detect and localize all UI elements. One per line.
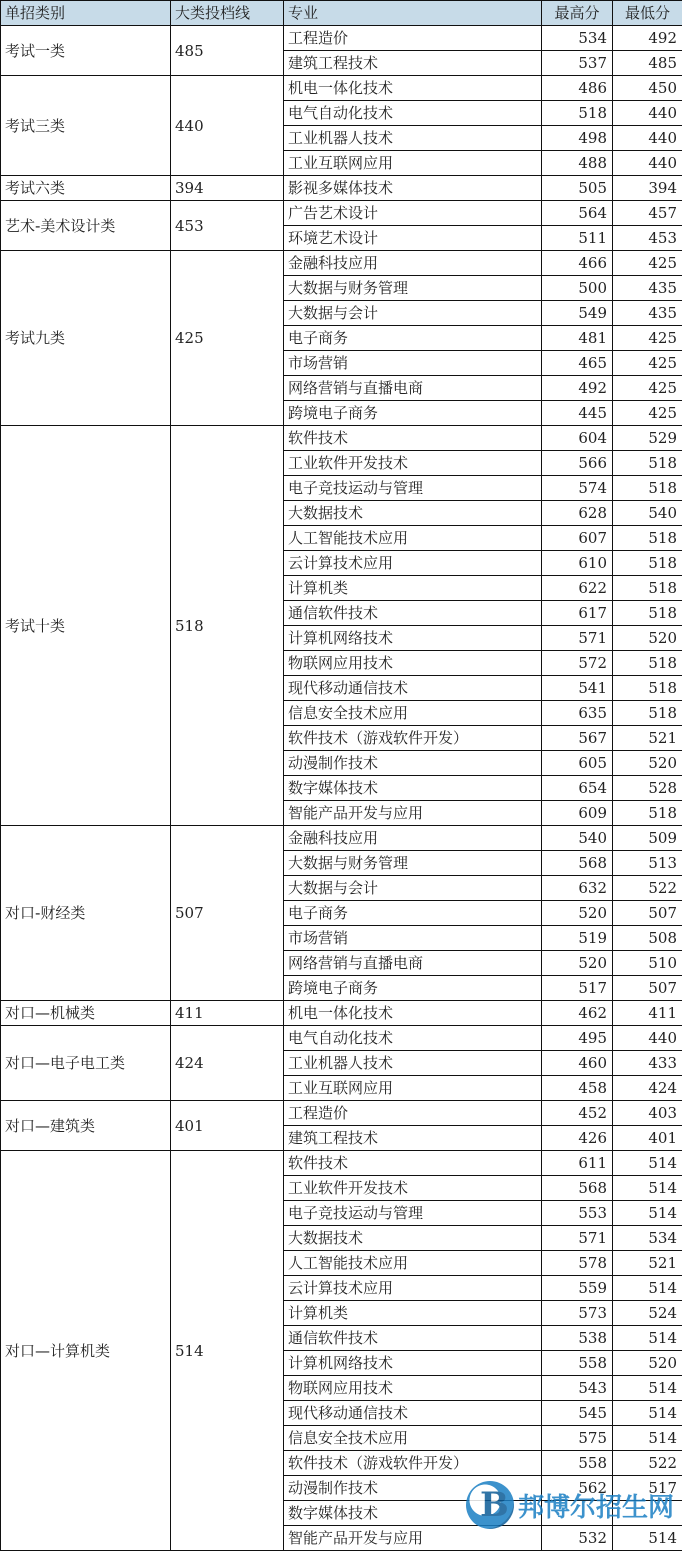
max-score-cell: 519 [542, 926, 613, 951]
table-row [1, 76, 682, 101]
max-score-cell: 543 [542, 1376, 613, 1401]
major-cell: 广告艺术设计 [284, 201, 542, 226]
major-cell: 信息安全技术应用 [284, 1426, 542, 1451]
min-score-cell: 425 [613, 326, 682, 351]
max-score-cell: 622 [542, 576, 613, 601]
major-cell: 工业互联网应用 [284, 151, 542, 176]
min-score-cell: 514 [613, 1201, 682, 1226]
min-score-cell: 514 [613, 1326, 682, 1351]
major-cell: 大数据与会计 [284, 301, 542, 326]
min-score-cell: 520 [613, 1351, 682, 1376]
major-cell: 物联网应用技术 [284, 651, 542, 676]
max-score-cell: 572 [542, 651, 613, 676]
max-score-cell: 460 [542, 1051, 613, 1076]
table-row [1, 201, 682, 226]
max-score-cell: 445 [542, 401, 613, 426]
major-cell: 人工智能技术应用 [284, 1251, 542, 1276]
major-cell: 工业机器人技术 [284, 126, 542, 151]
min-score-cell: 514 [613, 1151, 682, 1176]
min-score-cell: 518 [613, 551, 682, 576]
category-cell: 对口-财经类 [1, 826, 171, 1001]
min-score-cell: 425 [613, 401, 682, 426]
max-score-cell: 534 [542, 26, 613, 51]
max-score-cell: 568 [542, 1176, 613, 1201]
major-cell: 市场营销 [284, 351, 542, 376]
major-cell: 软件技术（游戏软件开发） [284, 726, 542, 751]
table-row [1, 826, 682, 851]
max-score-cell: 628 [542, 501, 613, 526]
min-score-cell [613, 1501, 682, 1526]
header-row [1, 1, 682, 26]
major-cell: 通信软件技术 [284, 1326, 542, 1351]
min-score-cell: 514 [613, 1401, 682, 1426]
max-score-cell: 617 [542, 601, 613, 626]
major-cell: 智能产品开发与应用 [284, 801, 542, 826]
major-cell: 市场营销 [284, 926, 542, 951]
table-row [1, 1026, 682, 1051]
min-score-cell: 508 [613, 926, 682, 951]
major-cell: 网络营销与直播电商 [284, 376, 542, 401]
category-cell: 考试六类 [1, 176, 171, 201]
min-score-cell: 435 [613, 276, 682, 301]
major-cell: 智能产品开发与应用 [284, 1526, 542, 1551]
min-score-cell: 424 [613, 1076, 682, 1101]
category-cell: 考试一类 [1, 26, 171, 76]
category-cell: 对口—机械类 [1, 1001, 171, 1026]
major-cell: 软件技术 [284, 1151, 542, 1176]
line-cell: 514 [171, 1151, 284, 1551]
major-cell: 信息安全技术应用 [284, 701, 542, 726]
header-min: 最低分 [613, 1, 682, 26]
major-cell: 金融科技应用 [284, 826, 542, 851]
header-max: 最高分 [542, 1, 613, 26]
min-score-cell: 453 [613, 226, 682, 251]
min-score-cell: 520 [613, 626, 682, 651]
major-cell: 电气自动化技术 [284, 101, 542, 126]
major-cell: 跨境电子商务 [284, 976, 542, 1001]
major-cell: 计算机类 [284, 576, 542, 601]
major-cell: 大数据与财务管理 [284, 851, 542, 876]
min-score-cell: 403 [613, 1101, 682, 1126]
category-cell: 考试三类 [1, 76, 171, 176]
max-score-cell: 654 [542, 776, 613, 801]
max-score-cell: 517 [542, 976, 613, 1001]
min-score-cell: 450 [613, 76, 682, 101]
major-cell: 物联网应用技术 [284, 1376, 542, 1401]
major-cell: 建筑工程技术 [284, 51, 542, 76]
max-score-cell: 567 [542, 726, 613, 751]
major-cell: 人工智能技术应用 [284, 526, 542, 551]
max-score-cell: 466 [542, 251, 613, 276]
major-cell: 通信软件技术 [284, 601, 542, 626]
min-score-cell: 518 [613, 801, 682, 826]
max-score-cell: 452 [542, 1101, 613, 1126]
max-score-cell: 511 [542, 226, 613, 251]
min-score-cell: 440 [613, 1026, 682, 1051]
min-score-cell: 517 [613, 1476, 682, 1501]
major-cell: 工业互联网应用 [284, 1076, 542, 1101]
min-score-cell: 518 [613, 601, 682, 626]
min-score-cell: 514 [613, 1376, 682, 1401]
line-cell: 425 [171, 251, 284, 426]
line-cell: 518 [171, 426, 284, 826]
major-cell: 工业软件开发技术 [284, 451, 542, 476]
line-cell: 401 [171, 1101, 284, 1151]
max-score-cell: 495 [542, 1026, 613, 1051]
max-score-cell: 488 [542, 151, 613, 176]
major-cell: 网络营销与直播电商 [284, 951, 542, 976]
max-score-cell: 538 [542, 1326, 613, 1351]
min-score-cell: 518 [613, 701, 682, 726]
min-score-cell: 518 [613, 676, 682, 701]
max-score-cell: 537 [542, 51, 613, 76]
max-score-cell: 635 [542, 701, 613, 726]
header-line: 大类投档线 [171, 1, 284, 26]
major-cell: 数字媒体技术 [284, 776, 542, 801]
min-score-cell: 425 [613, 251, 682, 276]
max-score-cell: 458 [542, 1076, 613, 1101]
max-score-cell: 540 [542, 826, 613, 851]
major-cell: 大数据技术 [284, 1226, 542, 1251]
major-cell: 电子竞技运动与管理 [284, 476, 542, 501]
category-cell: 对口—电子电工类 [1, 1026, 171, 1101]
major-cell: 电子商务 [284, 901, 542, 926]
major-cell: 影视多媒体技术 [284, 176, 542, 201]
min-score-cell: 435 [613, 301, 682, 326]
max-score-cell: 605 [542, 751, 613, 776]
table-row [1, 426, 682, 451]
min-score-cell: 492 [613, 26, 682, 51]
max-score-cell: 481 [542, 326, 613, 351]
min-score-cell: 524 [613, 1301, 682, 1326]
major-cell: 跨境电子商务 [284, 401, 542, 426]
line-cell: 485 [171, 26, 284, 76]
min-score-cell: 529 [613, 426, 682, 451]
major-cell: 大数据与会计 [284, 876, 542, 901]
max-score-cell: 559 [542, 1276, 613, 1301]
table-body [1, 26, 682, 1551]
min-score-cell: 521 [613, 726, 682, 751]
max-score-cell: 611 [542, 1151, 613, 1176]
max-score-cell: 568 [542, 851, 613, 876]
line-cell: 507 [171, 826, 284, 1001]
table-row [1, 1151, 682, 1176]
table-row [1, 26, 682, 51]
max-score-cell: 566 [542, 451, 613, 476]
table-row [1, 1001, 682, 1026]
major-cell: 计算机网络技术 [284, 626, 542, 651]
major-cell: 软件技术 [284, 426, 542, 451]
major-cell: 机电一体化技术 [284, 76, 542, 101]
min-score-cell: 425 [613, 351, 682, 376]
max-score-cell: 486 [542, 76, 613, 101]
max-score-cell: 604 [542, 426, 613, 451]
min-score-cell: 485 [613, 51, 682, 76]
min-score-cell: 518 [613, 476, 682, 501]
major-cell: 电子商务 [284, 326, 542, 351]
major-cell: 动漫制作技术 [284, 1476, 542, 1501]
header-category: 单招类别 [1, 1, 171, 26]
major-cell: 环境艺术设计 [284, 226, 542, 251]
max-score-cell: 426 [542, 1126, 613, 1151]
category-cell: 对口—建筑类 [1, 1101, 171, 1151]
min-score-cell: 507 [613, 901, 682, 926]
category-cell: 考试九类 [1, 251, 171, 426]
max-score-cell: 562 [542, 1476, 613, 1501]
major-cell: 计算机网络技术 [284, 1351, 542, 1376]
min-score-cell: 514 [613, 1176, 682, 1201]
min-score-cell: 440 [613, 101, 682, 126]
min-score-cell: 518 [613, 576, 682, 601]
header-major: 专业 [284, 1, 542, 26]
category-cell: 对口—计算机类 [1, 1151, 171, 1551]
min-score-cell: 518 [613, 526, 682, 551]
min-score-cell: 520 [613, 751, 682, 776]
max-score-cell: 541 [542, 676, 613, 701]
max-score-cell: 518 [542, 101, 613, 126]
table-row [1, 251, 682, 276]
major-cell: 大数据技术 [284, 501, 542, 526]
major-cell: 工业软件开发技术 [284, 1176, 542, 1201]
line-cell: 424 [171, 1026, 284, 1101]
line-cell: 440 [171, 76, 284, 176]
min-score-cell: 522 [613, 1451, 682, 1476]
min-score-cell: 433 [613, 1051, 682, 1076]
max-score-cell: 492 [542, 376, 613, 401]
min-score-cell: 457 [613, 201, 682, 226]
max-score-cell: 465 [542, 351, 613, 376]
min-score-cell: 425 [613, 376, 682, 401]
major-cell: 云计算技术应用 [284, 551, 542, 576]
max-score-cell: 520 [542, 951, 613, 976]
major-cell: 工程造价 [284, 26, 542, 51]
major-cell: 电气自动化技术 [284, 1026, 542, 1051]
min-score-cell: 394 [613, 176, 682, 201]
max-score-cell: 545 [542, 1401, 613, 1426]
min-score-cell: 521 [613, 1251, 682, 1276]
max-score-cell: 573 [542, 1301, 613, 1326]
min-score-cell: 514 [613, 1276, 682, 1301]
max-score-cell: 558 [542, 1451, 613, 1476]
min-score-cell: 534 [613, 1226, 682, 1251]
table-row [1, 176, 682, 201]
major-cell: 工程造价 [284, 1101, 542, 1126]
min-score-cell: 440 [613, 151, 682, 176]
min-score-cell: 528 [613, 776, 682, 801]
max-score-cell: 498 [542, 126, 613, 151]
major-cell: 计算机类 [284, 1301, 542, 1326]
major-cell: 电子竞技运动与管理 [284, 1201, 542, 1226]
min-score-cell: 510 [613, 951, 682, 976]
major-cell: 建筑工程技术 [284, 1126, 542, 1151]
max-score-cell: 549 [542, 301, 613, 326]
max-score-cell: 607 [542, 526, 613, 551]
major-cell: 大数据与财务管理 [284, 276, 542, 301]
min-score-cell: 518 [613, 451, 682, 476]
max-score-cell: 571 [542, 626, 613, 651]
min-score-cell: 411 [613, 1001, 682, 1026]
min-score-cell: 509 [613, 826, 682, 851]
max-score-cell: 564 [542, 201, 613, 226]
min-score-cell: 513 [613, 851, 682, 876]
min-score-cell: 522 [613, 876, 682, 901]
max-score-cell: 609 [542, 801, 613, 826]
max-score-cell: 610 [542, 551, 613, 576]
max-score-cell: 571 [542, 1226, 613, 1251]
max-score-cell: 532 [542, 1526, 613, 1551]
table-row [1, 1101, 682, 1126]
major-cell: 工业机器人技术 [284, 1051, 542, 1076]
max-score-cell: 632 [542, 876, 613, 901]
max-score-cell: 558 [542, 1351, 613, 1376]
max-score-cell: 505 [542, 176, 613, 201]
max-score-cell: 462 [542, 1001, 613, 1026]
max-score-cell: 500 [542, 276, 613, 301]
max-score-cell: 574 [542, 476, 613, 501]
major-cell: 金融科技应用 [284, 251, 542, 276]
min-score-cell: 507 [613, 976, 682, 1001]
line-cell: 453 [171, 201, 284, 251]
major-cell: 现代移动通信技术 [284, 676, 542, 701]
major-cell: 数字媒体技术 [284, 1501, 542, 1526]
max-score-cell: 578 [542, 1251, 613, 1276]
min-score-cell: 514 [613, 1426, 682, 1451]
line-cell: 394 [171, 176, 284, 201]
watermark-text: 邦博尔招生网 [517, 1492, 674, 1523]
major-cell: 软件技术（游戏软件开发） [284, 1451, 542, 1476]
major-cell: 机电一体化技术 [284, 1001, 542, 1026]
max-score-cell: 553 [542, 1201, 613, 1226]
max-score-cell: 520 [542, 901, 613, 926]
min-score-cell: 440 [613, 126, 682, 151]
min-score-cell: 518 [613, 651, 682, 676]
major-cell: 云计算技术应用 [284, 1276, 542, 1301]
min-score-cell: 514 [613, 1526, 682, 1551]
category-cell: 考试十类 [1, 426, 171, 826]
line-cell: 411 [171, 1001, 284, 1026]
min-score-cell: 540 [613, 501, 682, 526]
min-score-cell: 401 [613, 1126, 682, 1151]
category-cell: 艺术-美术设计类 [1, 201, 171, 251]
max-score-cell: 575 [542, 1426, 613, 1451]
major-cell: 现代移动通信技术 [284, 1401, 542, 1426]
major-cell: 动漫制作技术 [284, 751, 542, 776]
max-score-cell [542, 1501, 613, 1526]
